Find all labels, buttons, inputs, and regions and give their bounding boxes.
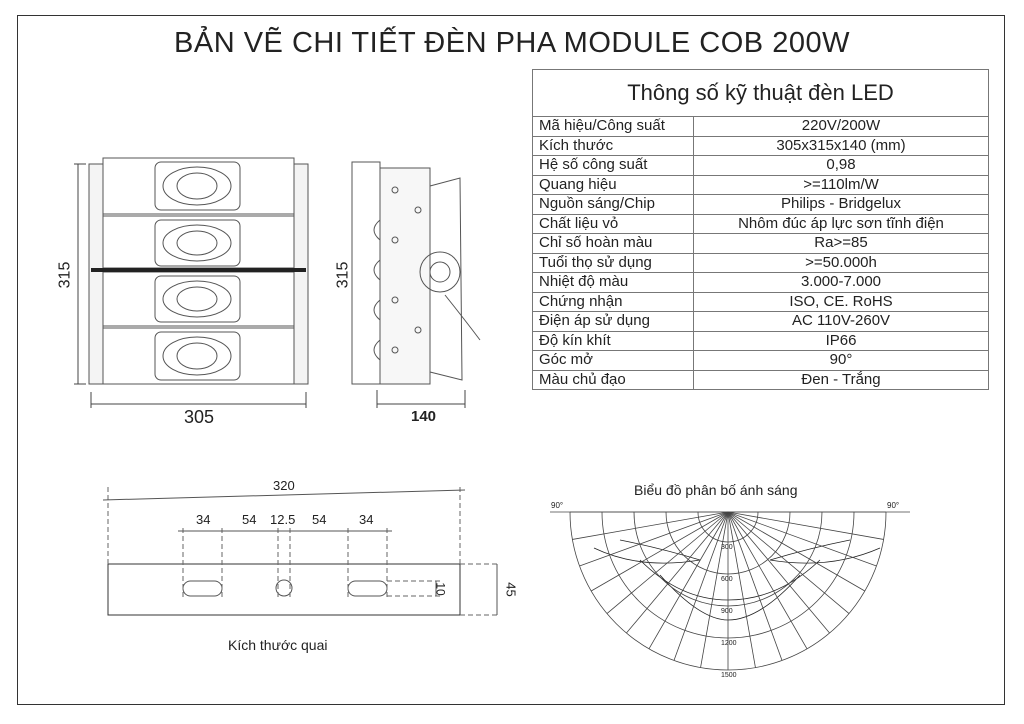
spec-key: Mã hiệu/Công suất (533, 117, 694, 137)
bracket-segment-5: 34 (359, 512, 374, 527)
polar-ring-label: 1200 (721, 640, 737, 647)
side-dimensions (377, 390, 465, 408)
spec-value: Philips - Bridgelux (694, 195, 989, 215)
bracket-caption: Kích thước quai (228, 637, 328, 653)
polar-ring-label: 1500 (721, 672, 737, 679)
bracket-segment-3: 12.5 (270, 512, 296, 527)
spec-key: Hệ số công suất (533, 156, 694, 176)
spec-value: >=110lm/W (694, 175, 989, 195)
spec-value: 0,98 (694, 156, 989, 176)
side-depth-label: 140 (411, 408, 437, 425)
spec-value: Ra>=85 (694, 234, 989, 254)
polar-ring-label: 900 (721, 608, 733, 615)
spec-key: Điện áp sử dụng (533, 312, 694, 332)
spec-key: Nguồn sáng/Chip (533, 195, 694, 215)
spec-value: ISO, CE. RoHS (694, 292, 989, 312)
polar-diagram (550, 512, 910, 620)
polar-ring-label: 300 (721, 544, 733, 551)
polar-left-angle: 90° (551, 501, 564, 510)
side-view (352, 162, 480, 384)
spec-value: Đen - Trắng (694, 370, 989, 390)
spec-value: 90° (694, 351, 989, 371)
spec-key: Quang hiệu (533, 175, 694, 195)
side-height-label: 315 (334, 261, 352, 289)
spec-key: Kích thước (533, 136, 694, 156)
spec-value: 3.000-7.000 (694, 273, 989, 293)
polar-ring-label: 600 (721, 576, 733, 583)
spec-key: Nhiệt độ màu (533, 273, 694, 293)
page-title: BẢN VẼ CHI TIẾT ĐÈN PHA MODULE COB 200W (174, 27, 850, 59)
spec-key: Góc mở (533, 351, 694, 371)
bracket-segment-2: 54 (242, 512, 257, 527)
bracket-slot-height: 10 (433, 582, 448, 596)
spec-value: IP66 (694, 331, 989, 351)
spec-value: AC 110V-260V (694, 312, 989, 332)
spec-key: Chất liệu vỏ (533, 214, 694, 234)
spec-key: Độ kín khít (533, 331, 694, 351)
bracket-segment-1: 34 (196, 512, 211, 527)
spec-key: Chỉ số hoàn màu (533, 234, 694, 254)
polar-caption: Biểu đồ phân bố ánh sáng (634, 482, 798, 498)
spec-key: Màu chủ đạo (533, 370, 694, 390)
front-dimensions (74, 164, 306, 408)
bracket-drawing (103, 487, 500, 615)
bracket-height: 45 (503, 582, 519, 597)
spec-value: >=50.000h (694, 253, 989, 273)
bracket-total-width: 320 (273, 478, 295, 493)
polar-right-angle: 90° (887, 501, 900, 510)
bracket-segment-4: 54 (312, 512, 327, 527)
spec-value: 305x315x140 (mm) (694, 136, 989, 156)
spec-key: Tuổi thọ sử dụng (533, 253, 694, 273)
spec-key: Chứng nhận (533, 292, 694, 312)
front-view (89, 158, 308, 384)
spec-value: Nhôm đúc áp lực sơn tĩnh điện (694, 214, 989, 234)
spec-value: 220V/200W (694, 117, 989, 137)
front-width-label: 305 (184, 407, 215, 427)
front-height-label: 315 (56, 261, 74, 289)
spec-table-heading: Thông số kỹ thuật đèn LED (533, 70, 989, 117)
